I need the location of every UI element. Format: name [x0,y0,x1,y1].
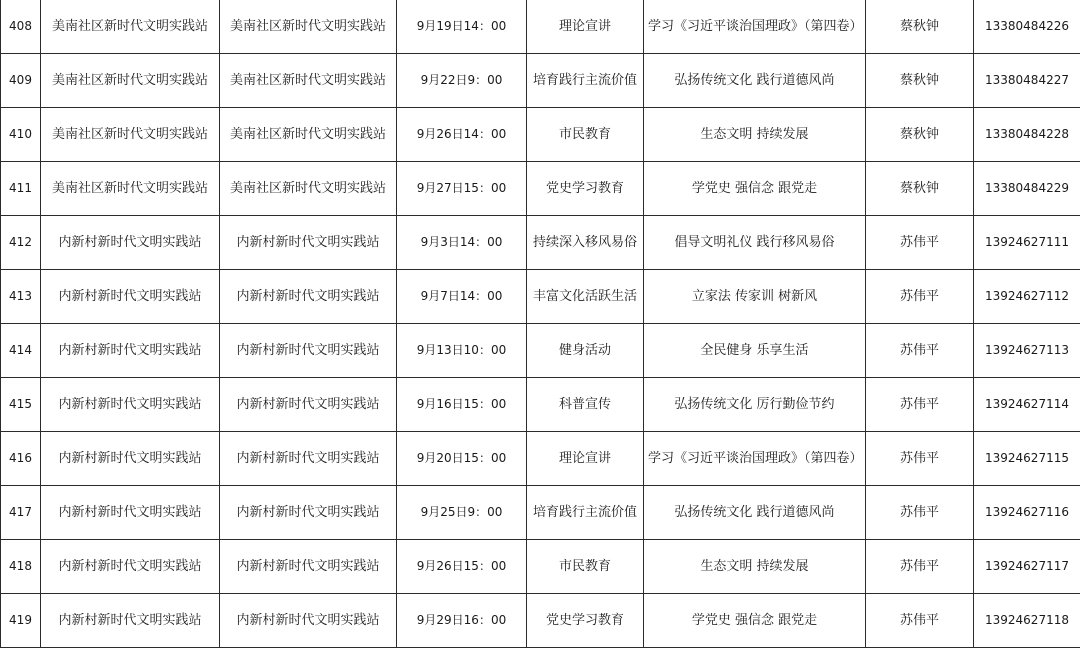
organizer-cell: 内新村新时代文明实践站 [41,594,220,648]
activity-topic-cell: 弘扬传统文化 厉行勤俭节约 [644,378,866,432]
table-row [1,432,1080,486]
activity-topic-cell: 弘扬传统文化 践行道德风尚 [644,486,866,540]
organizer-cell: 内新村新时代文明实践站 [41,270,220,324]
row-number-cell: 411 [1,162,41,216]
activity-topic-cell: 弘扬传统文化 践行道德风尚 [644,54,866,108]
table-row [1,0,1080,54]
row-number-cell: 415 [1,378,41,432]
organizer-cell: 内新村新时代文明实践站 [41,378,220,432]
contact-person-cell: 苏伟平 [866,378,974,432]
table-row [1,324,1080,378]
contact-phone-cell: 13380484227 [974,54,1080,108]
table-row [1,216,1080,270]
activity-type-cell: 党史学习教育 [527,594,644,648]
contact-phone-cell: 13924627111 [974,216,1080,270]
contact-phone-cell: 13924627113 [974,324,1080,378]
table-body [1,0,1080,648]
venue-cell: 内新村新时代文明实践站 [220,540,397,594]
venue-cell: 美南社区新时代文明实践站 [220,0,397,54]
contact-phone-cell: 13924627115 [974,432,1080,486]
contact-person-cell: 苏伟平 [866,594,974,648]
activity-topic-cell: 全民健身 乐享生活 [644,324,866,378]
time-cell: 9月27日15：00 [397,162,527,216]
row-number-cell: 412 [1,216,41,270]
activity-topic-cell: 倡导文明礼仪 践行移风易俗 [644,216,866,270]
activity-type-cell: 党史学习教育 [527,162,644,216]
time-cell: 9月13日10：00 [397,324,527,378]
activity-topic-cell: 学党史 强信念 跟党走 [644,162,866,216]
row-number-cell: 409 [1,54,41,108]
row-number-cell: 418 [1,540,41,594]
activity-type-cell: 持续深入移风易俗 [527,216,644,270]
contact-phone-cell: 13924627116 [974,486,1080,540]
activity-type-cell: 理论宣讲 [527,0,644,54]
contact-person-cell: 苏伟平 [866,540,974,594]
activity-type-cell: 培育践行主流价值 [527,54,644,108]
time-cell: 9月19日14：00 [397,0,527,54]
contact-phone-cell: 13380484226 [974,0,1080,54]
contact-phone-cell: 13924627117 [974,540,1080,594]
time-cell: 9月26日15：00 [397,540,527,594]
venue-cell: 内新村新时代文明实践站 [220,378,397,432]
activity-topic-cell: 学习《习近平谈治国理政》（第四卷） [644,0,866,54]
contact-person-cell: 苏伟平 [866,432,974,486]
activity-topic-cell: 学党史 强信念 跟党走 [644,594,866,648]
contact-person-cell: 苏伟平 [866,270,974,324]
organizer-cell: 内新村新时代文明实践站 [41,486,220,540]
row-number-cell: 413 [1,270,41,324]
contact-person-cell: 苏伟平 [866,324,974,378]
contact-person-cell: 蔡秋钟 [866,162,974,216]
contact-phone-cell: 13924627114 [974,378,1080,432]
venue-cell: 内新村新时代文明实践站 [220,324,397,378]
contact-phone-cell: 13380484228 [974,108,1080,162]
organizer-cell: 内新村新时代文明实践站 [41,216,220,270]
activity-topic-cell: 学习《习近平谈治国理政》（第四卷） [644,432,866,486]
time-cell: 9月25日9：00 [397,486,527,540]
venue-cell: 美南社区新时代文明实践站 [220,162,397,216]
venue-cell: 内新村新时代文明实践站 [220,594,397,648]
activity-type-cell: 市民教育 [527,540,644,594]
time-cell: 9月26日14：00 [397,108,527,162]
organizer-cell: 内新村新时代文明实践站 [41,324,220,378]
contact-person-cell: 蔡秋钟 [866,0,974,54]
organizer-cell: 美南社区新时代文明实践站 [41,54,220,108]
contact-person-cell: 蔡秋钟 [866,54,974,108]
row-number-cell: 408 [1,0,41,54]
organizer-cell: 美南社区新时代文明实践站 [41,162,220,216]
time-cell: 9月3日14：00 [397,216,527,270]
venue-cell: 美南社区新时代文明实践站 [220,108,397,162]
table-row [1,162,1080,216]
venue-cell: 内新村新时代文明实践站 [220,432,397,486]
table-row [1,594,1080,648]
row-number-cell: 417 [1,486,41,540]
activity-type-cell: 科普宣传 [527,378,644,432]
contact-phone-cell: 13924627118 [974,594,1080,648]
organizer-cell: 美南社区新时代文明实践站 [41,108,220,162]
activity-type-cell: 理论宣讲 [527,432,644,486]
contact-phone-cell: 13380484229 [974,162,1080,216]
organizer-cell: 美南社区新时代文明实践站 [41,0,220,54]
activity-topic-cell: 生态文明 持续发展 [644,108,866,162]
table-row [1,54,1080,108]
row-number-cell: 419 [1,594,41,648]
venue-cell: 美南社区新时代文明实践站 [220,54,397,108]
organizer-cell: 内新村新时代文明实践站 [41,540,220,594]
time-cell: 9月16日15：00 [397,378,527,432]
contact-phone-cell: 13924627112 [974,270,1080,324]
row-number-cell: 416 [1,432,41,486]
table-row [1,486,1080,540]
activity-type-cell: 丰富文化活跃生活 [527,270,644,324]
time-cell: 9月7日14：00 [397,270,527,324]
table-row [1,378,1080,432]
table-row [1,540,1080,594]
row-number-cell: 414 [1,324,41,378]
activity-topic-cell: 立家法 传家训 树新风 [644,270,866,324]
activity-type-cell: 培育践行主流价值 [527,486,644,540]
organizer-cell: 内新村新时代文明实践站 [41,432,220,486]
table-row [1,108,1080,162]
contact-person-cell: 苏伟平 [866,486,974,540]
time-cell: 9月29日16：00 [397,594,527,648]
row-number-cell: 410 [1,108,41,162]
contact-person-cell: 苏伟平 [866,216,974,270]
contact-person-cell: 蔡秋钟 [866,108,974,162]
time-cell: 9月22日9：00 [397,54,527,108]
table-row [1,270,1080,324]
time-cell: 9月20日15：00 [397,432,527,486]
venue-cell: 内新村新时代文明实践站 [220,486,397,540]
activity-topic-cell: 生态文明 持续发展 [644,540,866,594]
venue-cell: 内新村新时代文明实践站 [220,216,397,270]
venue-cell: 内新村新时代文明实践站 [220,270,397,324]
activity-type-cell: 市民教育 [527,108,644,162]
activity-type-cell: 健身活动 [527,324,644,378]
